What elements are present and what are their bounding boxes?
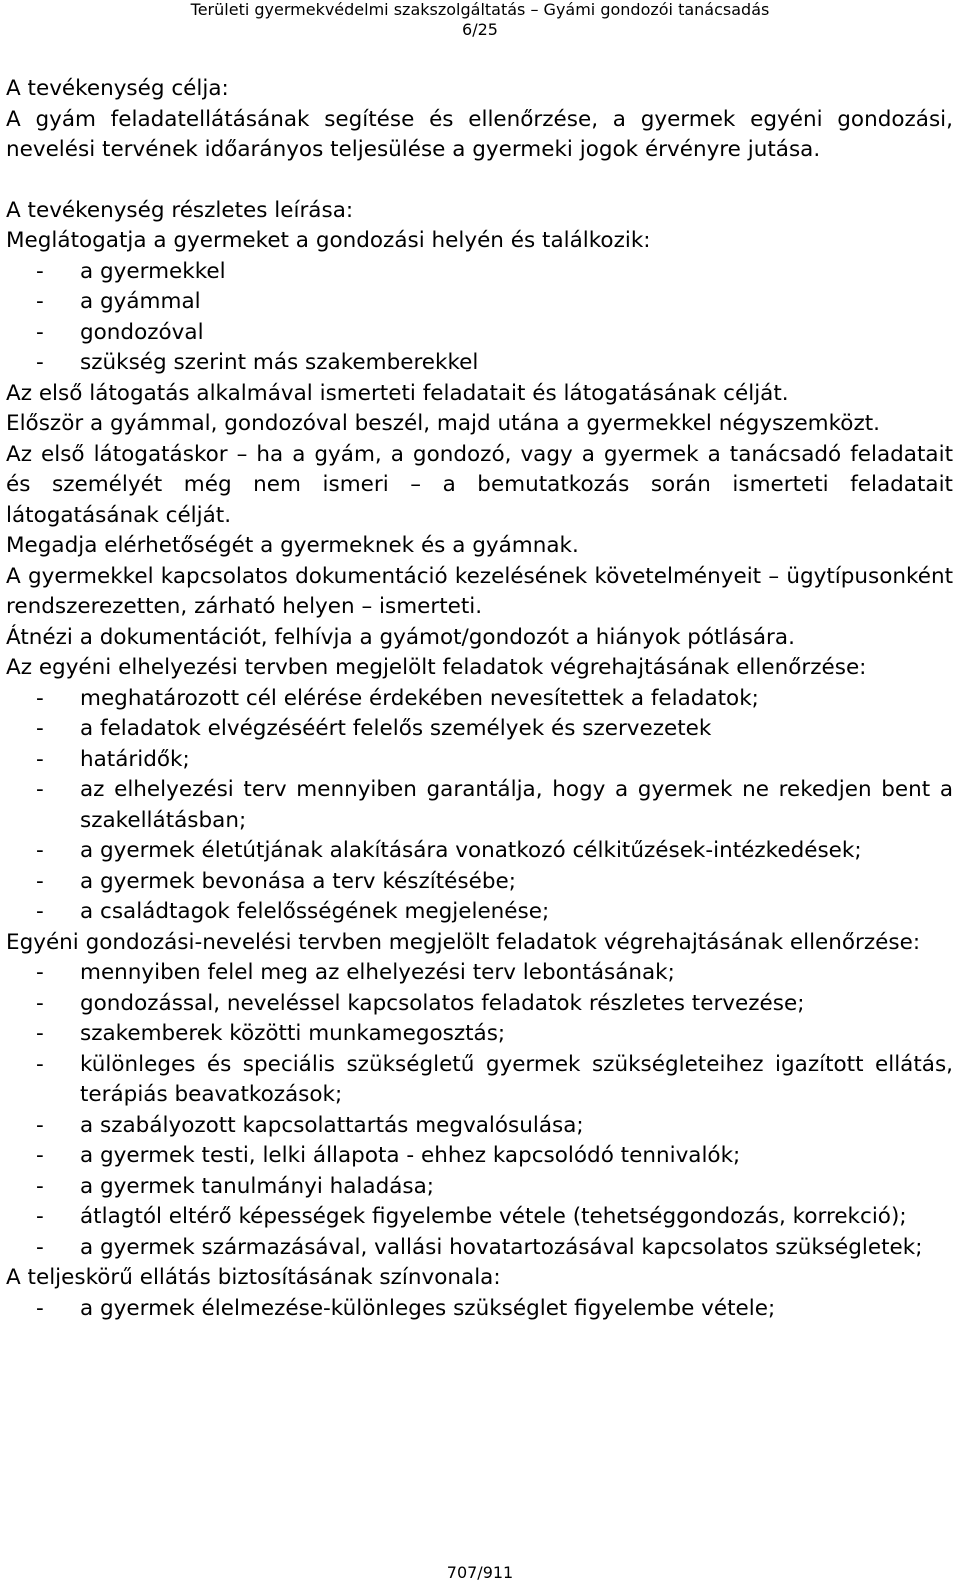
bullet-dash: - xyxy=(36,1234,44,1260)
list-item-text: mennyiben felel meg az elhelyezési terv lebontásának; xyxy=(80,960,675,985)
list-item xyxy=(6,775,953,836)
bullet-dash: - xyxy=(36,350,44,375)
paragraph: Az első látogatáskor – ha a gyám, a gondozó, vagy a gyermek a tanácsadó feladatait és személyét még nem ismeri – a bemutatkozás során ismerteti feladatait látogatásának célját. xyxy=(6,441,953,528)
bullet-dash: - xyxy=(36,746,44,772)
list-item xyxy=(6,714,953,745)
care-list xyxy=(6,958,953,1263)
paragraph: Megadja elérhetőségét a gyermeknek és a gyámnak. xyxy=(6,533,579,558)
bullet-dash: - xyxy=(36,1112,44,1138)
full-care-list xyxy=(6,1294,953,1325)
list-item xyxy=(6,745,953,776)
bullet-dash: - xyxy=(36,838,44,863)
bullet-dash: - xyxy=(36,716,44,741)
list-item xyxy=(6,1111,953,1142)
bullet-dash: - xyxy=(36,1204,44,1229)
bullet-dash: - xyxy=(36,899,44,924)
list-item-text: a gyermekkel xyxy=(80,258,226,284)
full-care-heading: A teljeskörű ellátás biztosításának színvonala: xyxy=(6,1265,501,1290)
paragraph: A gyermekkel kapcsolatos dokumentáció kezelésének követelményeit – ügytípusonként rendszerezetten, zárható helyen – ismerteti. xyxy=(6,563,953,619)
list-item-text: a gyermek életútjának alakítására vonatkozó célkitűzések-intézkedések; xyxy=(80,838,862,863)
document-body xyxy=(6,74,953,1324)
list-item-text: a gyermek bevonása a terv készítésébe; xyxy=(80,868,516,894)
list-item-text: a családtagok felelősségének megjelenése; xyxy=(80,899,550,924)
list-item-text: átlagtól eltérő képességek figyelembe vétele (tehetséggondozás, korrekció); xyxy=(80,1204,907,1229)
list-item-text: a gyermek származásával, vallási hovatartozásával kapcsolatos szükségletek; xyxy=(80,1234,923,1260)
bullet-dash: - xyxy=(36,289,44,314)
bullet-dash: - xyxy=(36,990,44,1016)
paragraph: Először a gyámmal, gondozóval beszél, majd utána a gyermekkel négyszemközt. xyxy=(6,411,881,436)
spacer xyxy=(6,166,953,196)
list-item xyxy=(6,318,953,349)
list-item xyxy=(6,1172,953,1203)
bullet-dash: - xyxy=(36,258,44,284)
list-item-text: különleges és speciális szükségletű gyermek szükségleteihez igazított ellátás, terápiás beavatkozások; xyxy=(80,1051,953,1107)
list-item xyxy=(6,684,953,715)
list-item xyxy=(6,287,953,318)
care-heading: Egyéni gondozási-nevelési tervben megjelölt feladatok végrehajtásának ellenőrzése: xyxy=(6,929,921,955)
list-item-text: a gyermek testi, lelki állapota - ehhez kapcsolódó tennivalók; xyxy=(80,1143,741,1168)
bullet-dash: - xyxy=(36,1051,44,1077)
list-item xyxy=(6,1202,953,1233)
meets-list xyxy=(6,257,953,379)
list-item xyxy=(6,836,953,867)
list-item-text: szükség szerint más szakemberekkel xyxy=(80,350,479,375)
bullet-dash: - xyxy=(36,868,44,894)
placement-list xyxy=(6,684,953,928)
page-footer: 707/911 xyxy=(446,1563,514,1582)
description-intro: Meglátogatja a gyermeket a gondozási helyén és találkozik: xyxy=(6,228,651,253)
bullet-dash: - xyxy=(36,1143,44,1168)
list-item xyxy=(6,897,953,928)
header-page-number: 6/25 xyxy=(462,20,498,39)
bullet-dash: - xyxy=(36,1173,44,1199)
list-item-text: a gyámmal xyxy=(80,289,201,314)
list-item-text: határidők; xyxy=(80,746,190,772)
bullet-dash: - xyxy=(36,960,44,985)
list-item-text: gondozással, neveléssel kapcsolatos feladatok részletes tervezése; xyxy=(80,990,805,1016)
bullet-dash: - xyxy=(36,685,44,711)
description-paragraphs xyxy=(6,379,953,654)
list-item xyxy=(6,1233,953,1264)
list-item xyxy=(6,1141,953,1172)
description-heading: A tevékenység részletes leírása: xyxy=(6,197,354,223)
placement-heading: Az egyéni elhelyezési tervben megjelölt feladatok végrehajtásának ellenőrzése: xyxy=(6,655,867,680)
list-item xyxy=(6,958,953,989)
goal-text: A gyám feladatellátásának segítése és ellenőrzése, a gyermek egyéni gondozási, nevelési tervének időarányos teljesülése a gyermeki jogok érvényre jutása. xyxy=(6,106,953,162)
list-item-text: meghatározott cél elérése érdekében nevesítettek a feladatok; xyxy=(80,685,759,711)
bullet-dash: - xyxy=(36,319,44,345)
list-item xyxy=(6,867,953,898)
page-header xyxy=(0,0,960,40)
list-item xyxy=(6,257,953,288)
list-item-text: a szabályozott kapcsolattartás megvalósulása; xyxy=(80,1112,584,1138)
goal-heading: A tevékenység célja: xyxy=(6,76,229,101)
list-item-text: a gyermek tanulmányi haladása; xyxy=(80,1173,435,1199)
list-item xyxy=(6,989,953,1020)
paragraph: Átnézi a dokumentációt, felhívja a gyámot/gondozót a hiányok pótlására. xyxy=(6,624,795,650)
paragraph: Az első látogatás alkalmával ismerteti feladatait és látogatásának célját. xyxy=(6,380,789,406)
list-item-text: szakemberek közötti munkamegosztás; xyxy=(80,1021,506,1046)
bullet-dash: - xyxy=(36,1021,44,1046)
bullet-dash: - xyxy=(36,777,44,802)
list-item-text: gondozóval xyxy=(80,319,204,345)
list-item-text: a gyermek élelmezése-különleges szükséglet figyelembe vétele; xyxy=(80,1295,776,1321)
bullet-dash: - xyxy=(36,1295,44,1321)
header-title: Területi gyermekvédelmi szakszolgáltatás – Gyámi gondozói tanácsadás xyxy=(190,0,770,19)
list-item xyxy=(6,1294,953,1325)
list-item-text: a feladatok elvégzéséért felelős személyek és szervezetek xyxy=(80,716,712,741)
list-item xyxy=(6,348,953,379)
list-item xyxy=(6,1019,953,1050)
list-item-text: az elhelyezési terv mennyiben garantálja, hogy a gyermek ne rekedjen bent a szakellátásban; xyxy=(80,777,953,833)
list-item xyxy=(6,1050,953,1111)
